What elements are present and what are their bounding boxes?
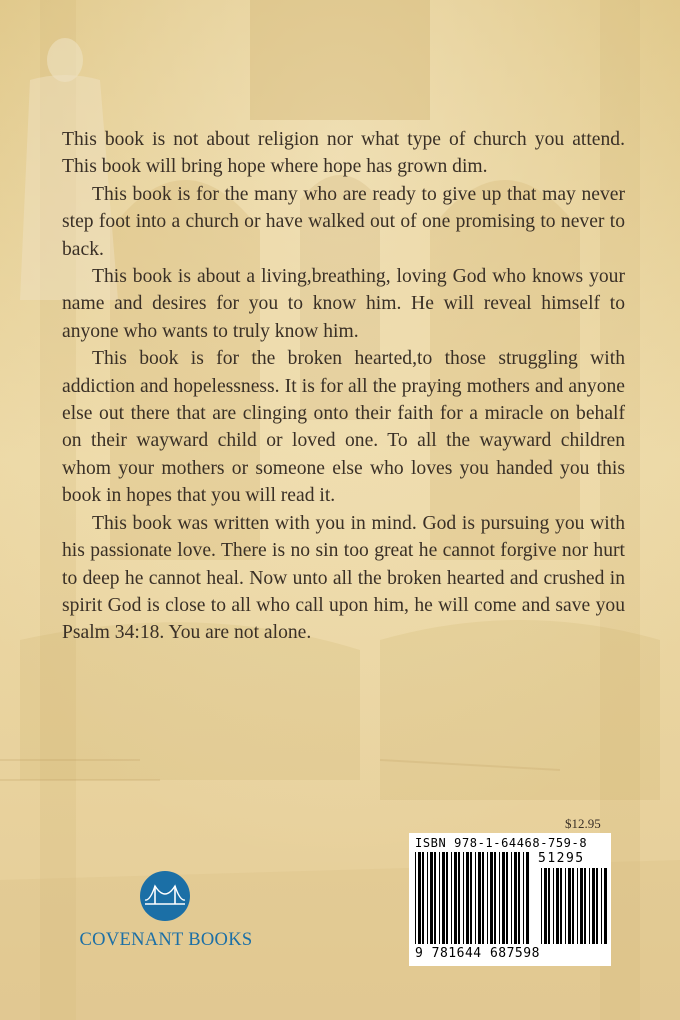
blurb-paragraph: This book is not about religion nor what type of church you attend. This book will bring hope where hope has grown dim. [62, 129, 625, 178]
blurb-paragraph: This book was written with you in mind. God is pursuing you with his passionate love. There is no sin too great he cannot forgive nor hurt to deep he cannot heal. Now unto all the broken hearted and crushed in spirit God is close to all who call upon him, he will come and save you Psalm 34:18. You are not alone. [62, 512, 625, 644]
price-addon-digits: 51295 [538, 851, 585, 866]
barcode-block [409, 833, 611, 966]
bridge-in-circle-icon [139, 870, 191, 922]
blurb-paragraph: This book is for the broken hearted,to those struggling with addiction and hopelessness. It is for all the praying mothers and anyone else out there that are clinging onto their faith for a miracle on behalf on their wayward child or loved one. To all the wayward children whom your mothers or someone else who loves you handed you this book in hopes that you will read it. [62, 348, 625, 507]
isbn-text: ISBN 978-1-64468-759-8 [415, 836, 588, 850]
ean-digits: 9 781644 687598 [415, 946, 540, 961]
publisher-name: COVENANT BOOKS [79, 930, 253, 950]
price-label: $12.95 [565, 816, 601, 831]
blurb-paragraph: This book is about a living,breathing, loving God who knows your name and desires for you to know him. He will reveal himself to anyone who wants to truly know him. [62, 266, 625, 342]
publisher-logo [66, 870, 266, 960]
blurb-paragraph: This book is for the many who are ready to give up that may never step foot into a church or have walked out of one promising to never to back. [62, 183, 625, 260]
back-cover-blurb [62, 126, 625, 647]
